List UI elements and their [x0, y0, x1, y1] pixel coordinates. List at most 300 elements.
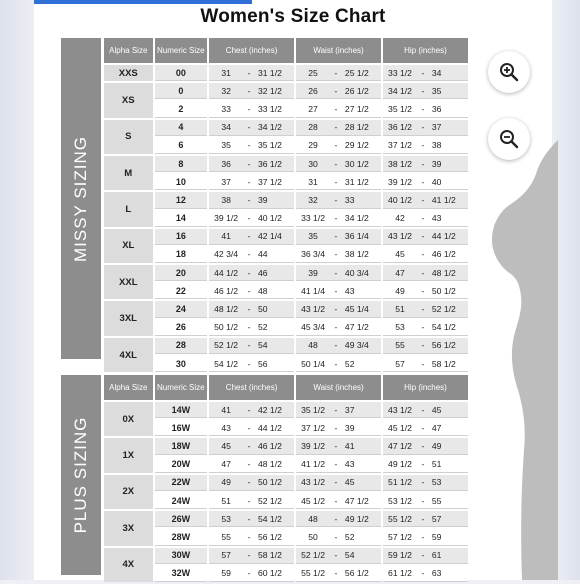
waist-range-cell: [296, 138, 381, 154]
range-min: 47: [395, 267, 405, 278]
range-separator: -: [247, 513, 251, 524]
table-row: [104, 493, 468, 509]
numeric-size-cell: 14: [155, 211, 208, 227]
column-header: Waist (inches): [296, 375, 381, 400]
hip-range-cell: [383, 475, 468, 491]
range-max: 39: [344, 422, 355, 433]
range-min: 38: [221, 194, 231, 205]
range-separator: -: [334, 568, 338, 579]
range-max: 63: [431, 568, 442, 579]
range-max: 57: [431, 513, 442, 524]
range-min: 39 1/2: [301, 440, 325, 451]
chest-range-cell: [209, 156, 294, 172]
range-max: 44 1/2: [431, 231, 456, 242]
waist-range-cell: [296, 192, 381, 208]
header-row: [104, 375, 468, 400]
range-separator: -: [421, 404, 425, 415]
range-separator: -: [421, 249, 425, 260]
range-max: 47: [431, 422, 442, 433]
range-separator: -: [247, 440, 251, 451]
range-max: 50 1/2: [431, 285, 456, 296]
left-frame: [0, 0, 34, 580]
hip-range-cell: [383, 229, 468, 245]
header-row: [104, 38, 468, 63]
range-max: 47 1/2: [344, 322, 369, 333]
waist-range-cell: [296, 101, 381, 117]
range-separator: -: [247, 550, 251, 561]
range-min: 34: [221, 122, 231, 133]
range-separator: -: [334, 550, 338, 561]
range-max: 30 1/2: [344, 158, 369, 169]
range-separator: -: [334, 158, 338, 169]
range-min: 39: [308, 267, 318, 278]
range-min: 47 1/2: [388, 440, 412, 451]
hip-range-cell: [383, 101, 468, 117]
waist-range-cell: [296, 320, 381, 336]
range-separator: -: [421, 358, 425, 369]
range-separator: -: [247, 176, 251, 187]
plus-size-table: [102, 373, 470, 584]
range-min: 47: [221, 459, 231, 470]
range-min: 59 1/2: [388, 550, 412, 561]
range-separator: -: [334, 67, 338, 78]
range-max: 56 1/2: [344, 568, 369, 579]
hip-range-cell: [383, 548, 468, 564]
zoom-in-button[interactable]: [488, 51, 530, 93]
chest-range-cell: [209, 138, 294, 154]
range-separator: -: [421, 550, 425, 561]
chest-range-cell: [209, 83, 294, 99]
waist-range-cell: [296, 265, 381, 281]
range-separator: -: [247, 85, 251, 96]
range-min: 35: [308, 231, 318, 242]
hip-range-cell: [383, 83, 468, 99]
range-max: 52 1/2: [257, 495, 282, 506]
range-separator: -: [334, 340, 338, 351]
range-separator: -: [247, 249, 251, 260]
range-min: 42: [395, 213, 405, 224]
chest-range-cell: [209, 402, 294, 418]
range-max: 60 1/2: [257, 568, 282, 579]
chest-range-cell: [209, 120, 294, 136]
table-row: [104, 566, 468, 582]
range-max: 37 1/2: [257, 176, 282, 187]
range-max: 49 3/4: [344, 340, 369, 351]
range-max: 39: [257, 194, 268, 205]
range-separator: -: [421, 477, 425, 488]
range-separator: -: [247, 477, 251, 488]
range-max: 36 1/2: [257, 158, 282, 169]
range-separator: -: [334, 140, 338, 151]
range-max: 40 1/2: [257, 213, 282, 224]
range-min: 50 1/4: [301, 358, 325, 369]
range-min: 41 1/4: [301, 285, 325, 296]
range-min: 26: [308, 85, 318, 96]
range-min: 32: [308, 194, 318, 205]
range-min: 39 1/2: [214, 213, 239, 224]
range-min: 38 1/2: [388, 158, 412, 169]
numeric-size-cell: 20: [155, 265, 208, 281]
table-row: [104, 511, 468, 527]
range-min: 43 1/2: [301, 304, 325, 315]
range-max: 47 1/2: [344, 495, 369, 506]
chest-range-cell: [209, 529, 294, 545]
alpha-size-cell: 1X: [104, 438, 153, 472]
range-min: 37 1/2: [388, 140, 412, 151]
range-max: 46 1/2: [257, 440, 282, 451]
range-min: 36 1/2: [388, 122, 412, 133]
range-min: 49 1/2: [388, 459, 412, 470]
range-separator: -: [247, 495, 251, 506]
zoom-out-button[interactable]: [488, 118, 530, 160]
table-row: [104, 229, 468, 245]
range-min: 31: [308, 176, 318, 187]
range-min: 31: [221, 67, 231, 78]
waist-range-cell: [296, 156, 381, 172]
numeric-size-cell: 12: [155, 192, 208, 208]
alpha-size-cell: XS: [104, 83, 153, 117]
numeric-size-cell: 22W: [155, 475, 208, 491]
range-max: 49: [431, 440, 442, 451]
range-min: 51: [221, 495, 231, 506]
range-max: 44 1/2: [257, 422, 282, 433]
range-separator: -: [334, 477, 338, 488]
range-max: 26 1/2: [344, 85, 369, 96]
chest-range-cell: [209, 229, 294, 245]
range-separator: -: [247, 103, 251, 114]
chest-range-cell: [209, 457, 294, 473]
hip-range-cell: [383, 511, 468, 527]
range-max: 55: [431, 495, 442, 506]
range-separator: -: [247, 140, 251, 151]
range-min: 30: [308, 158, 318, 169]
waist-range-cell: [296, 83, 381, 99]
waist-range-cell: [296, 402, 381, 418]
table-row: [104, 174, 468, 190]
range-max: 48 1/2: [431, 267, 456, 278]
range-max: 31 1/2: [344, 176, 369, 187]
range-max: 43: [344, 459, 355, 470]
range-max: 54: [257, 340, 268, 351]
table-row: [104, 101, 468, 117]
range-separator: -: [421, 513, 425, 524]
range-min: 42 3/4: [214, 249, 239, 260]
column-header: Hip (inches): [383, 375, 468, 400]
range-min: 54 1/2: [214, 358, 239, 369]
table-row: [104, 247, 468, 263]
range-max: 25 1/2: [344, 67, 369, 78]
numeric-size-cell: 30: [155, 356, 208, 372]
range-separator: -: [334, 495, 338, 506]
chest-range-cell: [209, 174, 294, 190]
range-max: 45 1/4: [344, 304, 369, 315]
range-separator: -: [334, 531, 338, 542]
range-min: 61 1/2: [388, 568, 412, 579]
numeric-size-cell: 20W: [155, 457, 208, 473]
column-header: Alpha Size: [104, 38, 153, 63]
alpha-size-cell: XXL: [104, 265, 153, 299]
range-separator: -: [421, 495, 425, 506]
waist-range-cell: [296, 283, 381, 299]
range-max: 34: [431, 67, 442, 78]
range-separator: -: [421, 85, 425, 96]
waist-range-cell: [296, 511, 381, 527]
waist-range-cell: [296, 247, 381, 263]
numeric-size-cell: 26: [155, 320, 208, 336]
chest-range-cell: [209, 566, 294, 582]
range-max: 39: [431, 158, 442, 169]
range-max: 50 1/2: [257, 477, 282, 488]
range-min: 48: [308, 340, 318, 351]
hip-range-cell: [383, 529, 468, 545]
table-row: [104, 548, 468, 564]
numeric-size-cell: 16W: [155, 420, 208, 436]
waist-range-cell: [296, 229, 381, 245]
range-min: 55 1/2: [301, 568, 325, 579]
range-max: 58 1/2: [257, 550, 282, 561]
table-row: [104, 338, 468, 354]
waist-range-cell: [296, 301, 381, 317]
range-max: 52: [257, 322, 268, 333]
range-max: 31 1/2: [257, 67, 282, 78]
alpha-size-cell: 3XL: [104, 301, 153, 335]
range-min: 45 1/2: [388, 422, 412, 433]
chest-range-cell: [209, 192, 294, 208]
mannequin-silhouette: [478, 140, 558, 580]
range-separator: -: [421, 122, 425, 133]
waist-range-cell: [296, 338, 381, 354]
numeric-size-cell: 00: [155, 65, 208, 81]
numeric-size-cell: 16: [155, 229, 208, 245]
range-separator: -: [421, 285, 425, 296]
range-max: 40 3/4: [344, 267, 369, 278]
missy-size-table: [102, 36, 470, 374]
hip-range-cell: [383, 120, 468, 136]
range-min: 28: [308, 122, 318, 133]
range-min: 43 1/2: [301, 477, 325, 488]
table-row: [104, 120, 468, 136]
numeric-size-cell: 2: [155, 101, 208, 117]
zoom-out-icon: [499, 129, 519, 149]
range-min: 43 1/2: [388, 231, 412, 242]
table-row: [104, 356, 468, 372]
range-min: 25: [308, 67, 318, 78]
hip-range-cell: [383, 356, 468, 372]
waist-range-cell: [296, 120, 381, 136]
range-max: 36 1/4: [344, 231, 369, 242]
range-max: 41 1/2: [431, 194, 456, 205]
range-separator: -: [334, 231, 338, 242]
table-row: [104, 301, 468, 317]
range-max: 33 1/2: [257, 103, 282, 114]
range-max: 52: [344, 358, 355, 369]
numeric-size-cell: 32W: [155, 566, 208, 582]
hip-range-cell: [383, 320, 468, 336]
hip-range-cell: [383, 247, 468, 263]
chest-range-cell: [209, 247, 294, 263]
range-max: 33: [344, 194, 355, 205]
range-separator: -: [334, 322, 338, 333]
alpha-size-cell: XXS: [104, 65, 153, 81]
numeric-size-cell: 6: [155, 138, 208, 154]
range-separator: -: [421, 67, 425, 78]
range-max: 40: [431, 176, 442, 187]
hip-range-cell: [383, 138, 468, 154]
range-separator: -: [421, 194, 425, 205]
range-min: 55: [395, 340, 405, 351]
numeric-size-cell: 28W: [155, 529, 208, 545]
range-min: 53: [221, 513, 231, 524]
hip-range-cell: [383, 438, 468, 454]
chest-range-cell: [209, 320, 294, 336]
range-min: 33: [221, 103, 231, 114]
range-min: 36: [221, 158, 231, 169]
range-separator: -: [334, 103, 338, 114]
range-max: 27 1/2: [344, 103, 369, 114]
range-min: 49: [395, 285, 405, 296]
range-max: 50: [257, 304, 268, 315]
range-separator: -: [334, 176, 338, 187]
range-separator: -: [421, 103, 425, 114]
column-header: Chest (inches): [209, 38, 294, 63]
chest-range-cell: [209, 338, 294, 354]
range-separator: -: [334, 249, 338, 260]
range-min: 36 3/4: [301, 249, 325, 260]
table-row: [104, 211, 468, 227]
range-max: 48 1/2: [257, 459, 282, 470]
table-row: [104, 65, 468, 81]
waist-range-cell: [296, 475, 381, 491]
alpha-size-cell: L: [104, 192, 153, 226]
hip-range-cell: [383, 265, 468, 281]
range-min: 53 1/2: [388, 495, 412, 506]
range-min: 35 1/2: [301, 404, 325, 415]
range-separator: -: [247, 67, 251, 78]
hip-range-cell: [383, 493, 468, 509]
table-row: [104, 457, 468, 473]
range-max: 46 1/2: [431, 249, 456, 260]
range-min: 45: [221, 440, 231, 451]
chest-range-cell: [209, 438, 294, 454]
numeric-size-cell: 18W: [155, 438, 208, 454]
range-separator: -: [334, 459, 338, 470]
hip-range-cell: [383, 301, 468, 317]
range-min: 55: [221, 531, 231, 542]
range-separator: -: [421, 459, 425, 470]
range-separator: -: [247, 194, 251, 205]
range-max: 49 1/2: [344, 513, 369, 524]
range-max: 35 1/2: [257, 140, 282, 151]
range-max: 43: [431, 213, 442, 224]
hip-range-cell: [383, 338, 468, 354]
waist-range-cell: [296, 548, 381, 564]
range-separator: -: [421, 322, 425, 333]
range-min: 32: [221, 85, 231, 96]
hip-range-cell: [383, 566, 468, 582]
range-max: 48: [257, 285, 268, 296]
range-min: 57 1/2: [388, 531, 412, 542]
range-max: 54 1/2: [431, 322, 456, 333]
range-max: 56: [257, 358, 268, 369]
range-separator: -: [334, 304, 338, 315]
range-min: 57: [221, 550, 231, 561]
alpha-size-cell: S: [104, 120, 153, 154]
range-max: 37: [431, 122, 442, 133]
range-min: 46 1/2: [214, 285, 239, 296]
range-separator: -: [421, 267, 425, 278]
range-max: 46: [257, 267, 268, 278]
range-separator: -: [421, 140, 425, 151]
table-row: [104, 138, 468, 154]
table-row: [104, 83, 468, 99]
hip-range-cell: [383, 283, 468, 299]
range-separator: -: [334, 513, 338, 524]
range-min: 50 1/2: [214, 322, 239, 333]
range-max: 42 1/2: [257, 404, 282, 415]
chest-range-cell: [209, 283, 294, 299]
range-separator: -: [334, 285, 338, 296]
range-min: 40 1/2: [388, 194, 412, 205]
table-row: [104, 265, 468, 281]
hip-range-cell: [383, 457, 468, 473]
numeric-size-cell: 0: [155, 83, 208, 99]
range-separator: -: [334, 440, 338, 451]
table-row: [104, 438, 468, 454]
range-min: 44 1/2: [214, 267, 239, 278]
range-separator: -: [247, 304, 251, 315]
column-header: Numeric Size: [155, 38, 208, 63]
alpha-size-cell: 0X: [104, 402, 153, 436]
range-min: 52 1/2: [301, 550, 325, 561]
range-min: 59: [221, 568, 231, 579]
range-separator: -: [421, 340, 425, 351]
range-min: 51: [395, 304, 405, 315]
range-min: 41: [221, 404, 231, 415]
range-min: 35 1/2: [388, 103, 412, 114]
hip-range-cell: [383, 211, 468, 227]
table-row: [104, 283, 468, 299]
alpha-size-cell: 4XL: [104, 338, 153, 372]
zoom-in-icon: [499, 62, 519, 82]
range-max: 28 1/2: [344, 122, 369, 133]
chest-range-cell: [209, 548, 294, 564]
hip-range-cell: [383, 420, 468, 436]
range-max: 29 1/2: [344, 140, 369, 151]
hip-range-cell: [383, 192, 468, 208]
numeric-size-cell: 30W: [155, 548, 208, 564]
range-max: 34 1/2: [257, 122, 282, 133]
range-separator: -: [334, 85, 338, 96]
table-row: [104, 156, 468, 172]
alpha-size-cell: 2X: [104, 475, 153, 509]
range-max: 45: [431, 404, 442, 415]
chest-range-cell: [209, 475, 294, 491]
range-separator: -: [421, 531, 425, 542]
waist-range-cell: [296, 65, 381, 81]
chest-range-cell: [209, 301, 294, 317]
range-min: 51 1/2: [388, 477, 412, 488]
table-row: [104, 192, 468, 208]
range-max: 32 1/2: [257, 85, 282, 96]
range-min: 49: [221, 477, 231, 488]
range-separator: -: [421, 176, 425, 187]
alpha-size-cell: 4X: [104, 548, 153, 582]
waist-range-cell: [296, 174, 381, 190]
top-progress-bar: [34, 0, 252, 4]
range-min: 48: [308, 513, 318, 524]
range-separator: -: [421, 440, 425, 451]
chest-range-cell: [209, 101, 294, 117]
